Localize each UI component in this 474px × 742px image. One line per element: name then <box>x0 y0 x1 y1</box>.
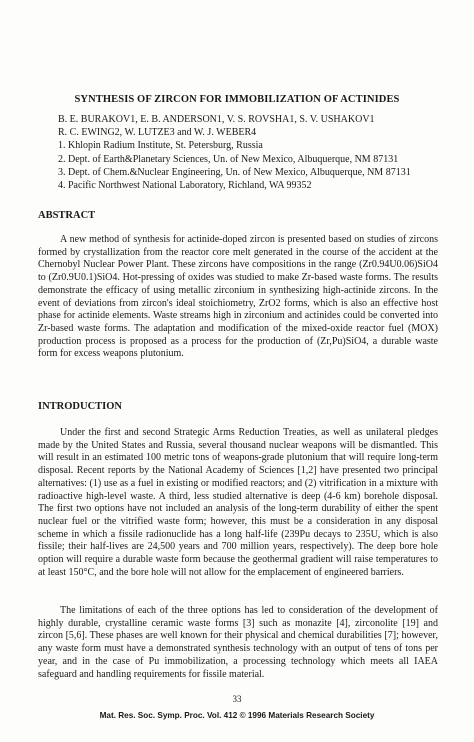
affiliation-line: 2. Dept. of Earth&Planetary Sciences, Un. of New Mexico, Albuquerque, NM 87131 <box>58 153 399 165</box>
intro-paragraph-2-text: The limitations of each of the three options has led to consideration of the development of highly durable, crystalline ceramic waste forms [3] such as monazite [4], zirconolite [19] and zircon [5,6]. These phases are well known for their physical and chemical durabilities [7]; however, any waste form must have a demonstrated synthesis technology with an output of tens of tons per year, and in the case of Pu immobilization, a processing technology which meets all IAEA safeguard and handling requirements for fissile material. <box>38 605 438 680</box>
citation-footer: Mat. Res. Soc. Symp. Proc. Vol. 412 © 1996 Materials Research Society <box>99 711 375 720</box>
abstract-body <box>38 234 438 361</box>
affiliation-line: 3. Dept. of Chem.&Nuclear Engineering, Un. of New Mexico, Albuquerque, NM 87131 <box>58 166 411 178</box>
introduction-heading: INTRODUCTION <box>38 401 123 412</box>
affiliation-line: 4. Pacific Northwest National Laboratory, Richland, WA 99352 <box>58 180 312 192</box>
author-block <box>58 113 438 192</box>
abstract-text: A new method of synthesis for actinide-doped zircon is presented based on studies of zircons formed by crystallization from the reactor core melt generated in the course of the accident at the Chernobyl Nuclear Power Plant. These zircons have compositions in the range (Zr0.94U0.06)SiO4 to (Zr0.9U0.1)SiO4. Hot-pressing of oxides was studied to make Zr-based waste forms. The results demonstrate the efficacy of using metallic zirconium in synthesizing high-actinide zircons. In the event of deviations from zircon's ideal stoichiometry, ZrO2 forms, which is also an effective host phase for actinide elements. Waste streams high in zirconium and actinides could be converted into Zr-based waste forms. The adaptation and modification of the mixed-oxide reactor fuel (MOX) production process is proposed as a process for the production of (Zr,Pu)SiO4, a durable waste form for excess weapons plutonium. <box>38 234 438 360</box>
author-line: R. C. EWING2, W. LUTZE3 and W. J. WEBER4 <box>58 127 257 139</box>
abstract-heading: ABSTRACT <box>38 210 96 221</box>
page-number: 33 <box>232 694 242 704</box>
intro-paragraph-1-text: Under the first and second Strategic Arms Reduction Treaties, as well as unilateral pledges made by the United States and Russia, several thousand nuclear weapons will be dismantled. This will result in an estimated 100 metric tons of weapons-grade plutonium that will require long-term disposal. Recent reports by the National Academy of Sciences [1,2] have presented two principal alternatives: (1) use as a fuel in existing or modified reactors; and (2) vitrification in a mixture with radioactive high-level waste. A third, less studied alternative is deep (4-6 km) borehole disposal. The first two options have not included an analysis of the long-term durability of either the spent nuclear fuel or the vitrified waste form; however, this must be a consideration in any disposal scheme in which a fissile radionuclide has a long half-life (239Pu decays to 235U, which is also fissile; their half-lives are 24,500 years and 700 million years, respectively). The deep bore hole option will require a durable waste form because the geothermal gradient will raise temperatures to at least 150°C, and the bore hole will not allow for the emplacement of engineered barriers. <box>38 427 438 578</box>
introduction-paragraph-2 <box>38 605 438 681</box>
affiliation-line: 1. Khlopin Radium Institute, St. Petersburg, Russia <box>58 140 263 152</box>
author-line: B. E. BURAKOV1, E. B. ANDERSON1, V. S. ROVSHA1, S. V. USHAKOV1 <box>58 114 375 125</box>
introduction-paragraph-1 <box>38 427 438 579</box>
paper-title: SYNTHESIS OF ZIRCON FOR IMMOBILIZATION OF ACTINIDES <box>74 94 400 105</box>
